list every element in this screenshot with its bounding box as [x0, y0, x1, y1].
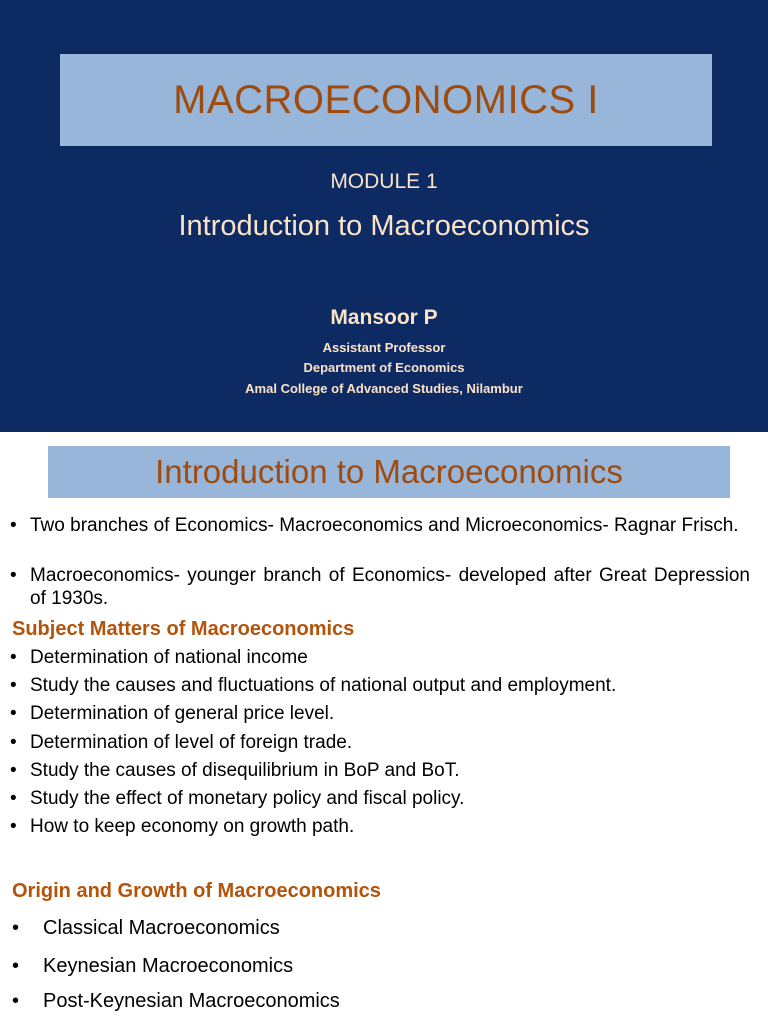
list-item — [10, 815, 354, 838]
list-item-text: Classical Macroeconomics — [43, 917, 280, 939]
list-item-text: Study the causes of disequilibrium in BoP and BoT. — [30, 760, 460, 781]
title-slide — [0, 0, 768, 432]
bullet-icon: • — [10, 565, 17, 586]
bullet-icon: • — [10, 703, 17, 724]
intro-text: Macroeconomics- younger branch of Economics- developed after Great Depression of 1930s. — [30, 565, 750, 609]
list-item-text: Study the effect of monetary policy and fiscal policy. — [30, 788, 465, 809]
course-title: MACROECONOMICS I — [173, 77, 599, 122]
list-item — [12, 989, 340, 1013]
list-item — [10, 787, 464, 810]
slide-title: Introduction to Macroeconomics — [155, 453, 623, 490]
list-item-text: Determination of general price level. — [30, 703, 335, 724]
bullet-icon: • — [10, 647, 17, 668]
list-item-text: Study the causes and fluctuations of national output and employment. — [30, 675, 617, 696]
bullet-icon: • — [10, 760, 17, 781]
bullet-icon: • — [10, 675, 17, 696]
author-role: Assistant Professor — [322, 340, 446, 355]
bullet-icon: • — [12, 990, 20, 1012]
list-item — [10, 646, 308, 669]
list-item — [10, 674, 616, 697]
slide-title-banner — [48, 446, 730, 498]
intro-text: Two branches of Economics- Macroeconomics and Microeconomics- Ragnar Frisch. — [30, 515, 739, 536]
module-title: Introduction to Macroeconomics — [178, 210, 590, 242]
list-item — [12, 916, 280, 940]
content-slide — [0, 432, 768, 1024]
list-item-text: Determination of national income — [30, 647, 308, 668]
author-name: Mansoor P — [330, 306, 438, 329]
bullet-icon: • — [12, 917, 20, 939]
author-department: Department of Economics — [303, 360, 465, 375]
list-item — [10, 759, 460, 782]
list-item — [12, 954, 293, 978]
bullet-icon: • — [10, 515, 17, 536]
bullet-icon: • — [12, 955, 20, 977]
list-item-text: How to keep economy on growth path. — [30, 816, 355, 837]
bullet-icon: • — [10, 732, 17, 753]
intro-paragraph — [10, 564, 750, 610]
subject-matters-heading: Subject Matters of Macroeconomics — [12, 618, 355, 640]
module-label: MODULE 1 — [330, 170, 438, 193]
intro-paragraph — [10, 514, 750, 537]
list-item-text: Post-Keynesian Macroeconomics — [43, 990, 340, 1012]
bullet-icon: • — [10, 788, 17, 809]
author-college: Amal College of Advanced Studies, Nilambur — [245, 381, 523, 396]
title-banner — [60, 54, 712, 146]
list-item — [10, 731, 352, 754]
origin-growth-heading: Origin and Growth of Macroeconomics — [12, 880, 381, 902]
list-item-text: Keynesian Macroeconomics — [43, 955, 294, 977]
bullet-icon: • — [10, 816, 17, 837]
list-item-text: Determination of level of foreign trade. — [30, 732, 353, 753]
list-item — [10, 702, 334, 725]
